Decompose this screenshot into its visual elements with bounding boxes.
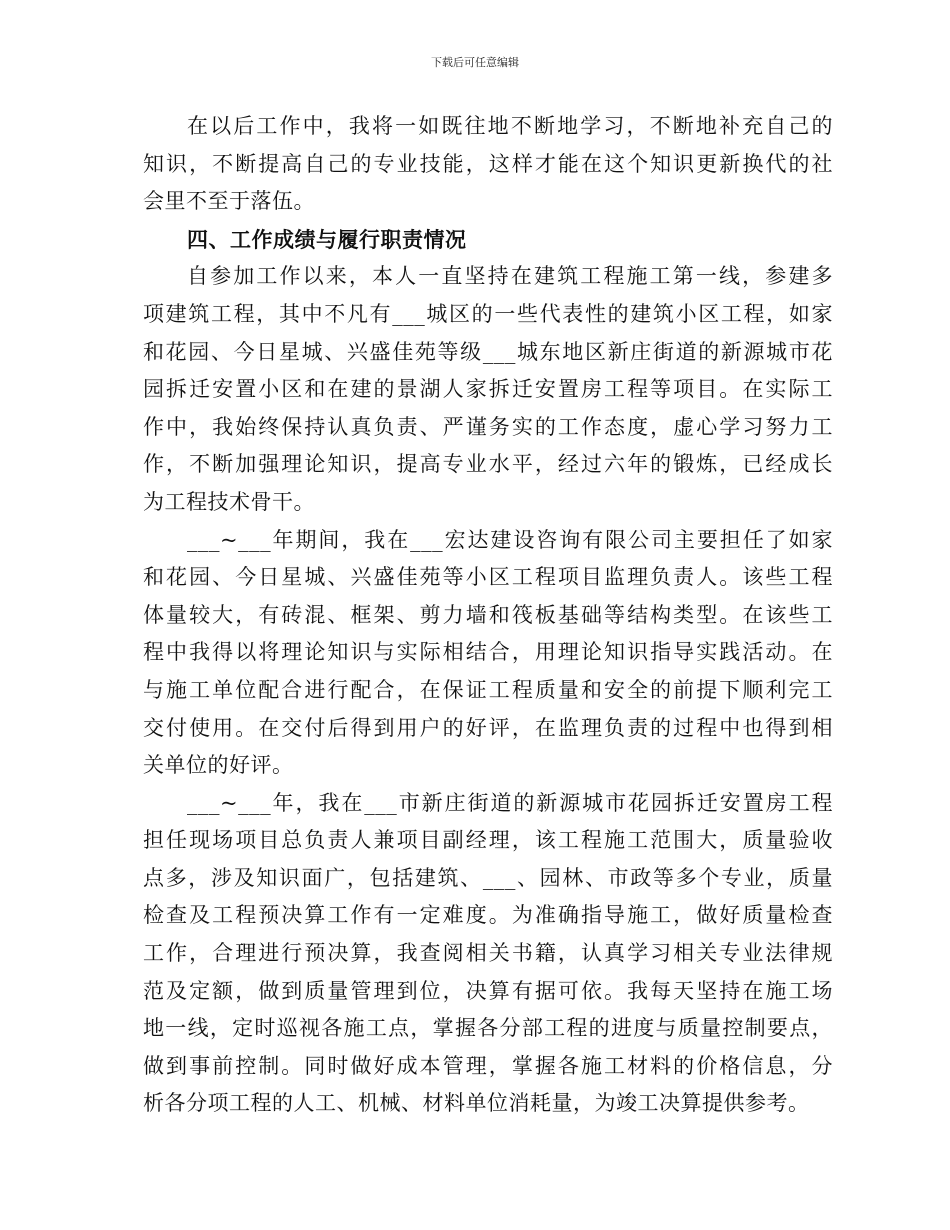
section-heading: 四、工作成绩与履行职责情况: [187, 226, 467, 252]
text-line: 工作，合理进行预决算，我查阅相关书籍，认真学习相关专业法律规: [143, 941, 833, 966]
text-line: 关单位的好评。: [143, 753, 294, 778]
text-line: 和花园、今日星城、兴盛佳苑等小区工程项目监理负责人。该些工程: [143, 565, 833, 590]
paragraph-2: [143, 258, 833, 521]
text-line: 作中，我始终保持认真负责、严谨务实的工作态度，虚心学习努力工: [143, 414, 833, 439]
paragraph-4: [143, 785, 833, 1123]
text-line: 自参加工作以来，本人一直坚持在建筑工程施工第一线，参建多: [187, 264, 833, 289]
text-line: 担任现场项目总负责人兼项目副经理，该工程施工范围大，质量验收: [143, 828, 833, 853]
text-line: 作，不断加强理论知识，提高专业水平，经过六年的锻炼，已经成长: [143, 452, 833, 477]
text-line: 会里不至于落伍。: [143, 189, 315, 214]
text-line: ___~___年期间，我在___宏达建设咨询有限公司主要担任了如家: [187, 527, 833, 552]
text-line: 项建筑工程，其中不凡有___城区的一些代表性的建筑小区工程，如家: [143, 301, 833, 326]
text-line: 范及定额，做到质量管理到位，决算有据可依。我每天坚持在施工场: [143, 978, 833, 1003]
text-line: 体量较大，有砖混、框架、剪力墙和筏板基础等结构类型。在该些工: [143, 602, 833, 627]
text-line: 交付使用。在交付后得到用户的好评，在监理负责的过程中也得到相: [143, 715, 833, 740]
text-line: 和花园、今日星城、兴盛佳苑等级___城东地区新庄街道的新源城市花: [143, 339, 833, 364]
text-line: 检查及工程预决算工作有一定难度。为准确指导施工，做好质量检查: [143, 903, 833, 928]
text-line: 在以后工作中，我将一如既往地不断地学习，不断地补充自己的: [187, 114, 833, 138]
text-line: 析各分项工程的人工、机械、材料单位消耗量，为竣工决算提供参考。: [143, 1091, 810, 1116]
paragraph-3: [143, 522, 833, 785]
text-line: 与施工单位配合进行配合，在保证工程质量和安全的前提下顺利完工: [143, 677, 833, 702]
text-line: 为工程技术骨干。: [143, 489, 315, 514]
text-line: ___~___年，我在___市新庄街道的新源城市花园拆迁安置房工程: [187, 790, 833, 815]
text-line: 园拆迁安置小区和在建的景湖人家拆迁安置房工程等项目。在实际工: [143, 377, 833, 402]
text-line: 地一线，定时巡视各施工点，掌握各分部工程的进度与质量控制要点，: [143, 1016, 833, 1041]
text-line: 点多，涉及知识面广，包括建筑、___、园林、市政等多个专业，质量: [143, 865, 833, 890]
document-body: [143, 108, 833, 1123]
text-line: 知识，不断提高自己的专业技能，这样才能在这个知识更新换代的社: [143, 151, 833, 176]
paragraph-1: [143, 108, 833, 221]
text-line: 程中我得以将理论知识与实际相结合，用理论知识指导实践活动。在: [143, 640, 833, 665]
header-note: 下载后可任意编辑: [431, 56, 519, 69]
text-line: 做到事前控制。同时做好成本管理，掌握各施工材料的价格信息，分: [143, 1053, 833, 1078]
